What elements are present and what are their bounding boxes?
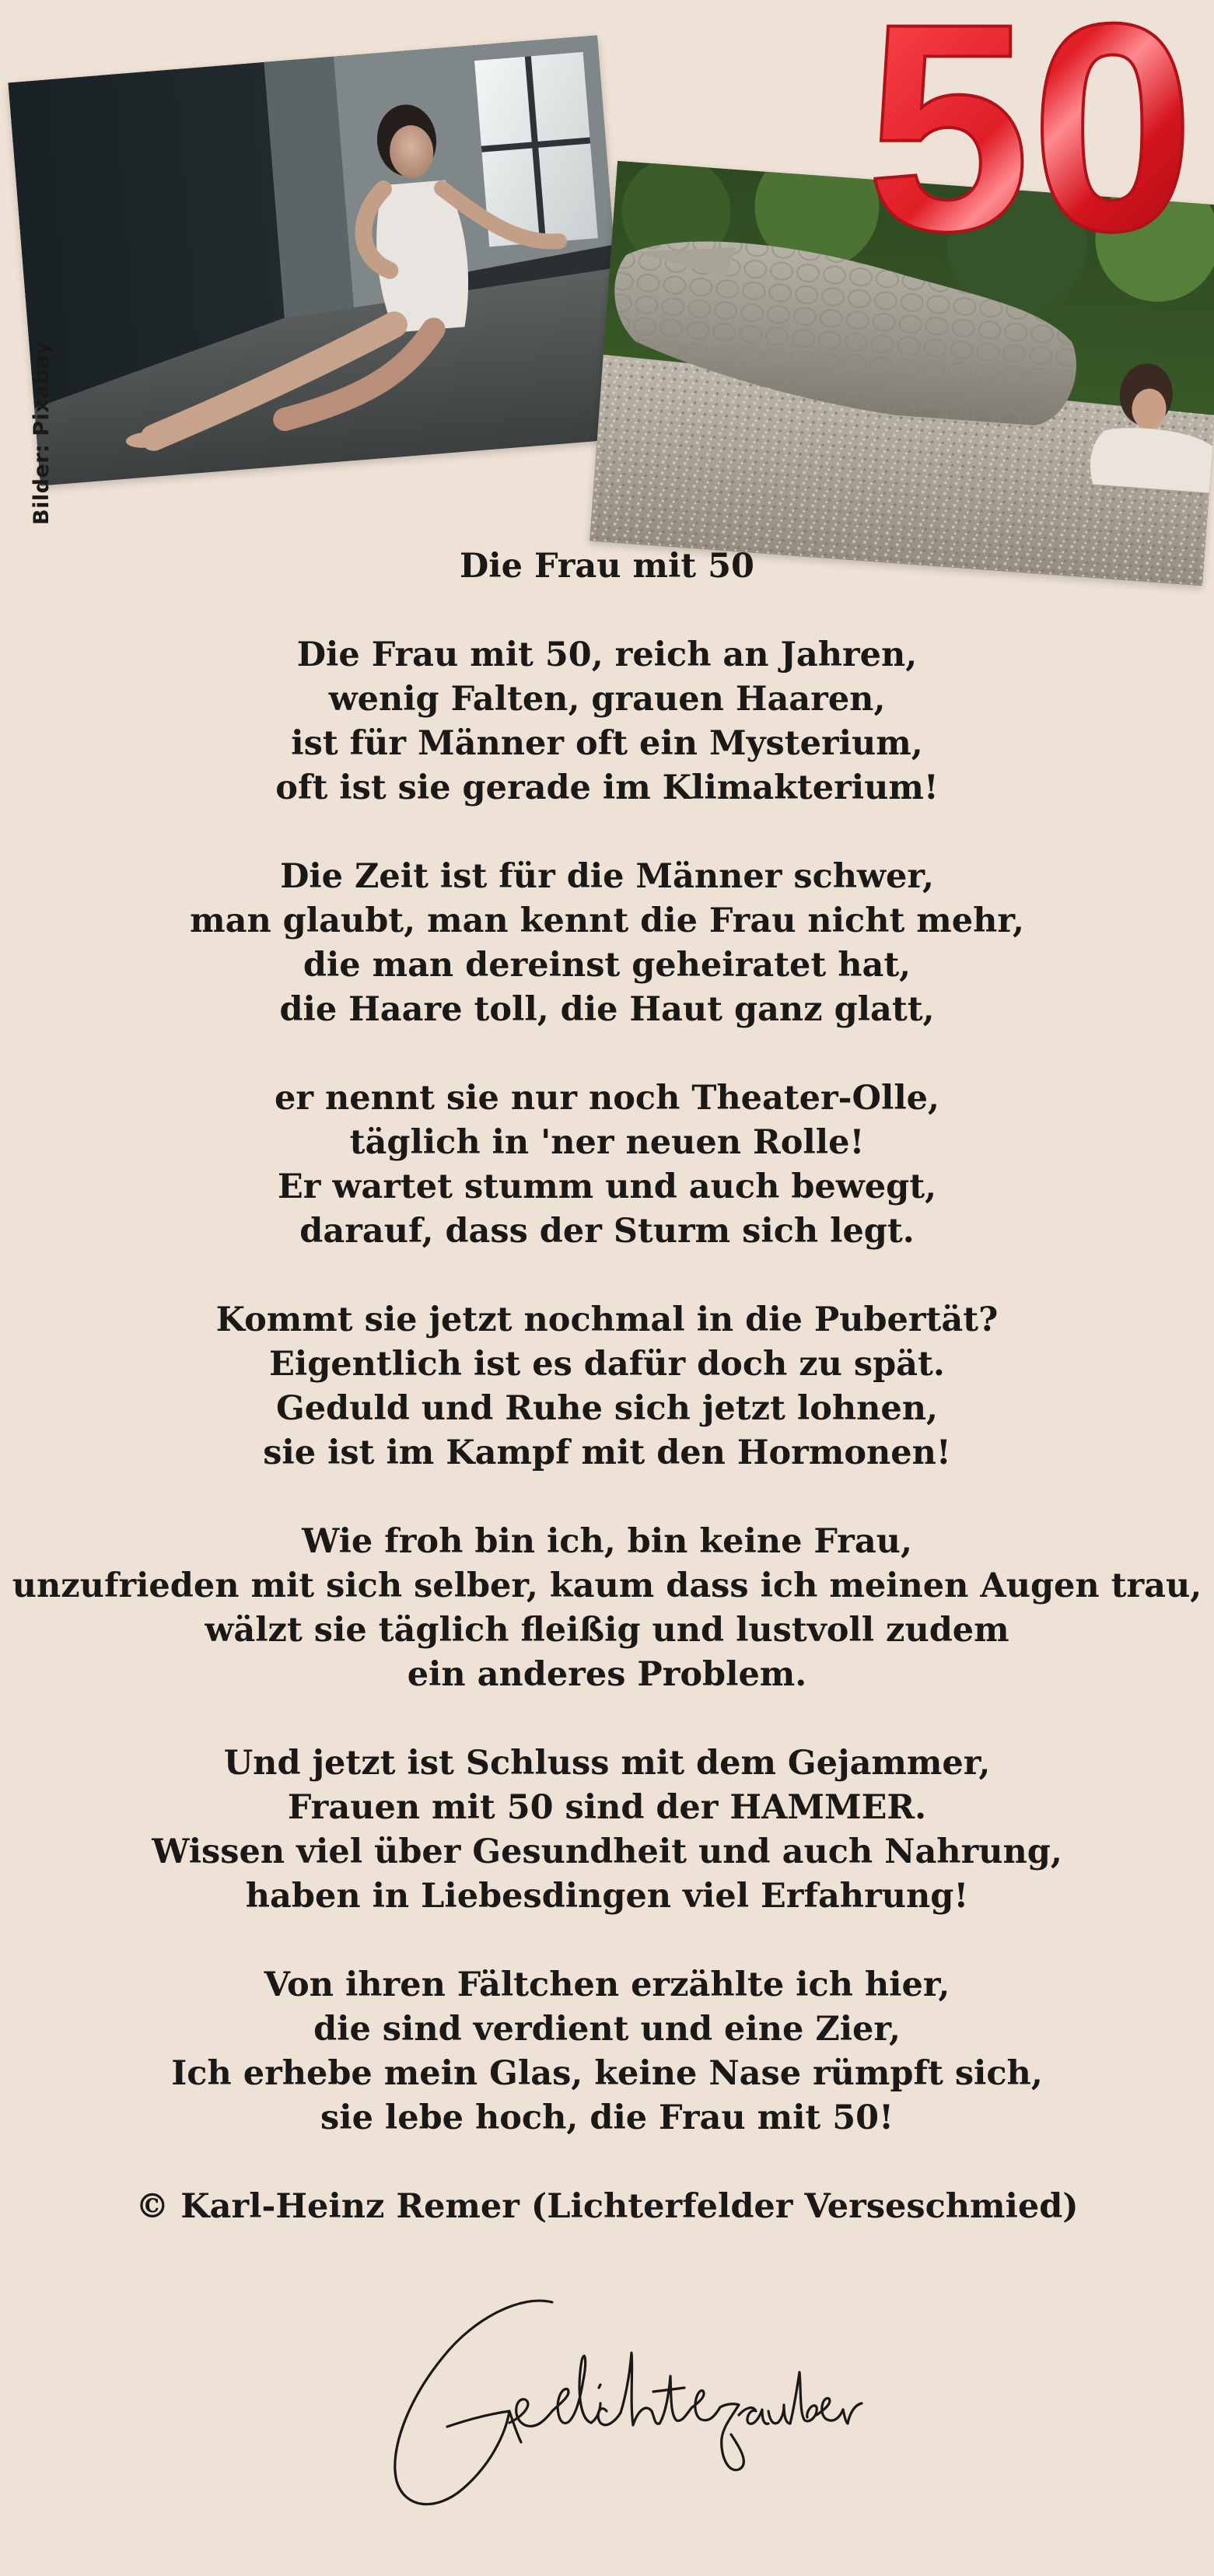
stanza — [0, 1076, 1214, 1254]
poem-line: wälzt sie täglich fleißig und lustvoll zudem — [205, 1611, 1009, 1650]
poem — [0, 544, 1214, 2229]
photo-woman-by-window — [8, 35, 629, 485]
stanza — [0, 1520, 1214, 1697]
poem-line: ein anderes Problem. — [407, 1655, 807, 1694]
poem-line: er nennt sie nur noch Theater-Olle, — [274, 1079, 939, 1118]
poem-line: Er wartet stumm und auch bewegt, — [277, 1167, 937, 1206]
stanza — [0, 855, 1214, 1032]
stanza — [0, 1298, 1214, 1475]
poem-line: Und jetzt ist Schluss mit dem Gejammer, — [223, 1744, 991, 1783]
poem-line: die man dereinst geheiratet hat, — [303, 946, 911, 985]
image-credit: Bilder: Pixabay — [30, 341, 54, 525]
poem-line: die Haare toll, die Haut ganz glatt, — [279, 990, 935, 1029]
poem-line: Frauen mit 50 sind der HAMMER. — [287, 1788, 927, 1827]
poem-line: Ich erhebe mein Glas, keine Nase rümpft sich, — [171, 2054, 1043, 2093]
poem-line: Von ihren Fältchen erzählte ich hier, — [264, 1965, 950, 2004]
poem-line: sie ist im Kampf mit den Hormonen! — [263, 1433, 951, 1472]
poem-line: die sind verdient und eine Zier, — [313, 2010, 901, 2049]
stanza — [0, 633, 1214, 810]
poem-line: oft ist sie gerade im Klimakterium! — [275, 768, 939, 807]
poem-line: ist für Männer oft ein Mysterium, — [291, 724, 923, 763]
poem-line: Wie froh bin ich, bin keine Frau, — [302, 1522, 912, 1561]
poem-line: Kommt sie jetzt nochmal in die Pubertät? — [215, 1300, 999, 1339]
gedichtezauber-signature-logo — [373, 2287, 871, 2520]
number-50-badge — [848, 0, 1213, 257]
poem-line: darauf, dass der Sturm sich legt. — [299, 1212, 915, 1251]
poem-line: man glaubt, man kennt die Frau nicht mehr, — [190, 901, 1024, 940]
poem-line: wenig Falten, grauen Haaren, — [328, 680, 886, 719]
stanza — [0, 1963, 1214, 2140]
poem-line: Geduld und Ruhe sich jetzt lohnen, — [275, 1389, 939, 1428]
poem-title: Die Frau mit 50 — [460, 547, 754, 586]
poem-line: haben in Liebesdingen viel Erfahrung! — [245, 1877, 969, 1916]
poem-line: Die Frau mit 50, reich an Jahren, — [296, 635, 918, 674]
copyright-notice: © Karl-Heinz Remer (Lichterfelder Verseschmied) — [135, 2187, 1079, 2226]
poem-line: sie lebe hoch, die Frau mit 50! — [320, 2098, 894, 2137]
poem-line: unzufrieden mit sich selber, kaum dass ich meinen Augen trau, — [12, 1566, 1202, 1605]
poem-line: Die Zeit ist für die Männer schwer, — [280, 857, 934, 896]
poem-line: Wissen viel über Gesundheit und auch Nahrung, — [152, 1832, 1062, 1871]
poem-line: Eigentlich ist es dafür doch zu spät. — [269, 1345, 945, 1384]
badge-50-text: 50 — [866, 0, 1195, 257]
stanza — [0, 1741, 1214, 1919]
poem-line: täglich in 'ner neuen Rolle! — [349, 1123, 865, 1162]
